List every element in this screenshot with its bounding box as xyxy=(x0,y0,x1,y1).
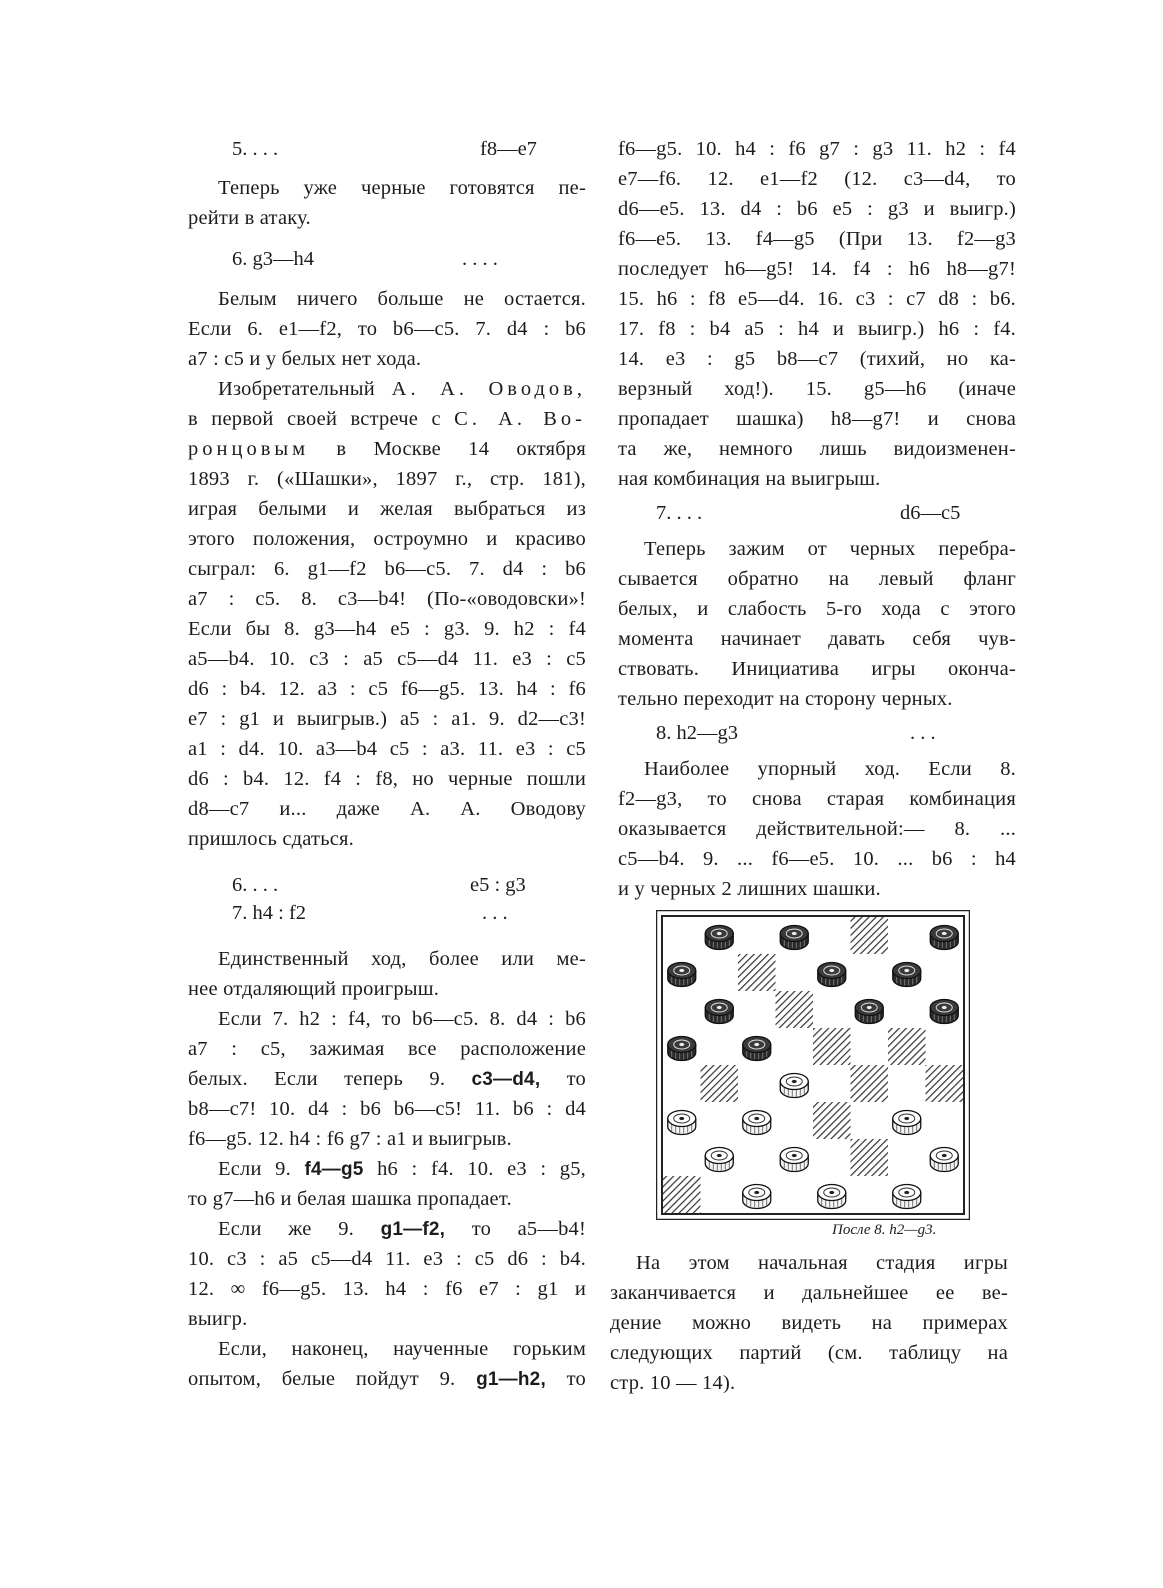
paragraph-line xyxy=(188,406,586,432)
paragraph-line: сывается обратно на левый фланг xyxy=(618,568,1016,590)
dark-square-c7 xyxy=(738,954,776,991)
move-5-black: f8—e7 xyxy=(480,138,537,160)
black-checker-a7 xyxy=(668,963,696,987)
person-name: С. А. Во- xyxy=(454,408,586,430)
paragraph-line: a7 : c5 и у белых нет хода. xyxy=(188,348,422,370)
paragraph-line xyxy=(188,1066,586,1093)
dark-square-h4 xyxy=(926,1065,964,1102)
white-checker-d4 xyxy=(780,1074,808,1098)
paragraph-line: и у черных 2 лишних шашки. xyxy=(618,878,881,900)
text: белых. Если теперь 9. xyxy=(188,1068,472,1090)
dark-square-a1 xyxy=(663,1176,701,1213)
black-checker-h8 xyxy=(930,926,958,950)
paragraph-line: белых, и слабость 5-го хода с этого xyxy=(618,598,1016,620)
text: то a5—b4! xyxy=(445,1218,586,1240)
paragraph-line: 14. e3 : g5 b8—c7 (тихий, но ка- xyxy=(618,348,1016,370)
black-checker-d8 xyxy=(780,926,808,950)
paragraph-line: то g7—h6 и белая шашка пропадает. xyxy=(188,1188,512,1210)
paragraph-line: 1893 г. («Шашки», 1897 г., стр. 181), xyxy=(188,468,586,490)
paragraph-line xyxy=(218,376,586,402)
paragraph-line: d6—e5. 13. d4 : b6 e5 : g3 и выигр.) xyxy=(618,198,1016,220)
white-checker-c1 xyxy=(743,1185,771,1209)
paragraph-line: a7 : c5. 8. c3—b4! (По-«оводовски»! xyxy=(188,588,586,610)
paragraph-line: На этом начальная стадия игры xyxy=(636,1252,1008,1274)
paragraph-line: Если 6. e1—f2, то b6—c5. 7. d4 : b6 xyxy=(188,318,586,340)
move-6-dots: . . . . xyxy=(462,248,498,270)
paragraph-line: рейти в атаку. xyxy=(188,207,311,229)
move-6-white: 6. g3—h4 xyxy=(232,248,314,270)
white-checker-c3 xyxy=(743,1111,771,1135)
paragraph-line: дение можно видеть на примерах xyxy=(610,1312,1008,1334)
paragraph-line: последует h6—g5! 14. f4 : h6 h8—g7! xyxy=(618,258,1016,280)
paragraph-line: выигр. xyxy=(188,1308,248,1330)
paragraph-line: a5—b4. 10. c3 : a5 c5—d4 11. e3 : c5 xyxy=(188,648,586,670)
dark-square-b4 xyxy=(701,1065,739,1102)
paragraph-line xyxy=(218,1156,586,1183)
white-checker-h2 xyxy=(930,1148,958,1172)
text: Если же 9. xyxy=(218,1218,381,1240)
paragraph-line: этого положения, остроумно и красиво xyxy=(188,528,586,550)
paragraph-line: Если 7. h2 : f4, то b6—c5. 8. d4 : b6 xyxy=(218,1008,586,1030)
paragraph-line: f6—e5. 13. f4—g5 (При 13. f2—g3 xyxy=(618,228,1016,250)
move-5-number: 5. . . . xyxy=(232,138,279,160)
move-7-dots: . . . xyxy=(482,902,508,924)
paragraph-line: сыграл: 6. g1—f2 b6—c5. 7. d4 : b6 xyxy=(188,558,586,580)
bold-move: g1—f2, xyxy=(380,1219,446,1240)
dark-square-e3 xyxy=(813,1102,851,1139)
move-7-white: 7. h4 : f2 xyxy=(232,902,307,924)
paragraph-line: Белым ничего больше не остается. xyxy=(218,288,586,310)
diagram-caption: После 8. h2—g3. xyxy=(832,1222,937,1238)
dark-square-d6 xyxy=(776,991,814,1028)
bold-move: g1—h2, xyxy=(476,1369,546,1390)
paragraph-line: c5—b4. 9. ... f6—e5. 10. ... b6 : h4 xyxy=(618,848,1016,870)
paragraph-line: b8—c7! 10. d4 : b6 b6—c5! 11. b6 : d4 xyxy=(188,1098,586,1120)
black-checker-b6 xyxy=(705,1000,733,1024)
move-8-white: 8. h2—g3 xyxy=(656,722,738,744)
dark-square-e5 xyxy=(813,1028,851,1065)
paragraph-line: Если бы 8. g3—h4 e5 : g3. 9. h2 : f4 xyxy=(188,618,586,640)
paragraph-line: момента начинает давать себя чув- xyxy=(618,628,1016,650)
paragraph-line: верзный ход!). 15. g5—h6 (иначе xyxy=(618,378,1016,400)
paragraph-line: оказывается действительной:— 8. ... xyxy=(618,818,1016,840)
person-name: ронцовым xyxy=(188,438,310,460)
paragraph-line: f6—g5. 10. h4 : f6 g7 : g3 11. h2 : f4 xyxy=(618,138,1016,160)
paragraph-line: стр. 10 — 14). xyxy=(610,1372,736,1394)
move-7-black: d6—c5 xyxy=(900,502,961,524)
dark-square-g5 xyxy=(888,1028,926,1065)
paragraph-line: заканчивается и дальнейшее ее ве- xyxy=(610,1282,1008,1304)
paragraph-line: Единственный ход, более или ме- xyxy=(218,948,586,970)
move-6-number: 6. . . . xyxy=(232,874,279,896)
black-checker-b8 xyxy=(705,926,733,950)
paragraph-line xyxy=(188,436,586,462)
paragraph-line: f2—g3, то снова старая комбинация xyxy=(618,788,1016,810)
move-6-black: e5 : g3 xyxy=(470,874,526,896)
black-checker-a5 xyxy=(668,1037,696,1061)
text: то xyxy=(540,1068,586,1090)
paragraph-line: Наиболее упорный ход. Если 8. xyxy=(644,758,1016,780)
paragraph-line: играя белыми и желая выбраться из xyxy=(188,498,586,520)
text: Если 9. xyxy=(218,1158,305,1180)
black-checker-c5 xyxy=(743,1037,771,1061)
white-checker-d2 xyxy=(780,1148,808,1172)
dark-square-f8 xyxy=(851,917,889,954)
text: опытом, белые пойдут 9. xyxy=(188,1368,477,1390)
paragraph-line: следующих партий (см. таблицу на xyxy=(610,1342,1008,1364)
paragraph-line: d6 : b4. 12. f4 : f8, но черные пошли xyxy=(188,768,586,790)
paragraph-line: d8—c7 и... даже А. А. Оводову xyxy=(188,798,586,820)
paragraph-line: a1 : d4. 10. a3—b4 c5 : a3. 11. e3 : c5 xyxy=(188,738,586,760)
paragraph-line xyxy=(188,1366,586,1393)
paragraph-line: e7—f6. 12. e1—f2 (12. c3—d4, то xyxy=(618,168,1016,190)
paragraph-line xyxy=(218,1216,586,1243)
white-checker-e1 xyxy=(818,1185,846,1209)
paragraph-line: Если, наконец, наученные горьким xyxy=(218,1338,586,1360)
paragraph-line: та же, немного лишь видоизменен- xyxy=(618,438,1016,460)
paragraph-line: 15. h6 : f8 e5—d4. 16. c3 : c7 d8 : b6. xyxy=(618,288,1016,310)
paragraph-line: 12. ∞ f6—g5. 13. h4 : f6 e7 : g1 и xyxy=(188,1278,586,1300)
paragraph-line: d6 : b4. 12. a3 : c5 f6—g5. 13. h4 : f6 xyxy=(188,678,586,700)
paragraph-line: e7 : g1 и выигрыв.) a5 : a1. 9. d2—c3! xyxy=(188,708,586,730)
white-checker-g3 xyxy=(893,1111,921,1135)
dark-square-f2 xyxy=(851,1139,889,1176)
paragraph-line: f6—g5. 12. h4 : f6 g7 : a1 и выигрыв. xyxy=(188,1128,512,1150)
paragraph-line: пришлось сдаться. xyxy=(188,828,354,850)
paragraph-line: 17. f8 : b4 a5 : h4 и выигр.) h6 : f4. xyxy=(618,318,1016,340)
white-checker-g1 xyxy=(893,1185,921,1209)
black-checker-g7 xyxy=(893,963,921,987)
paragraph-line: ная комбинация на выигрыш. xyxy=(618,468,881,490)
paragraph-line: a7 : c5, зажимая все расположение xyxy=(188,1038,586,1060)
paragraph-line: Теперь зажим от черных перебра- xyxy=(644,538,1016,560)
white-checker-b2 xyxy=(705,1148,733,1172)
paragraph-line: 10. c3 : a5 c5—d4 11. e3 : c5 d6 : b4. xyxy=(188,1248,586,1270)
text: в первой своей встрече с xyxy=(188,408,455,430)
text: в Москве 14 октября xyxy=(309,438,586,460)
person-name: А. А. Оводов, xyxy=(391,378,586,400)
text: h6 : f4. 10. e3 : g5, xyxy=(363,1158,587,1180)
paragraph-line: пропадает шашка) h8—g7! и снова xyxy=(618,408,1016,430)
dark-square-f4 xyxy=(851,1065,889,1102)
paragraph-line: Теперь уже черные готовятся пе- xyxy=(218,177,586,199)
bold-move: f4—g5 xyxy=(304,1159,364,1180)
bold-move: c3—d4, xyxy=(471,1069,541,1090)
black-checker-e7 xyxy=(818,963,846,987)
paragraph-line: нее отдаляющий проигрыш. xyxy=(188,978,440,1000)
text: то xyxy=(545,1368,586,1390)
move-7-number: 7. . . . xyxy=(656,502,703,524)
move-8-dots: . . . xyxy=(910,722,936,744)
paragraph-line: ствовать. Инициатива игры оконча- xyxy=(618,658,1016,680)
black-checker-f6 xyxy=(855,1000,883,1024)
checkers-board-diagram xyxy=(656,910,970,1220)
black-checker-h6 xyxy=(930,1000,958,1024)
text: Изобретательный xyxy=(218,378,392,400)
paragraph-line: тельно переходит на сторону черных. xyxy=(618,688,953,710)
white-checker-a3 xyxy=(668,1111,696,1135)
